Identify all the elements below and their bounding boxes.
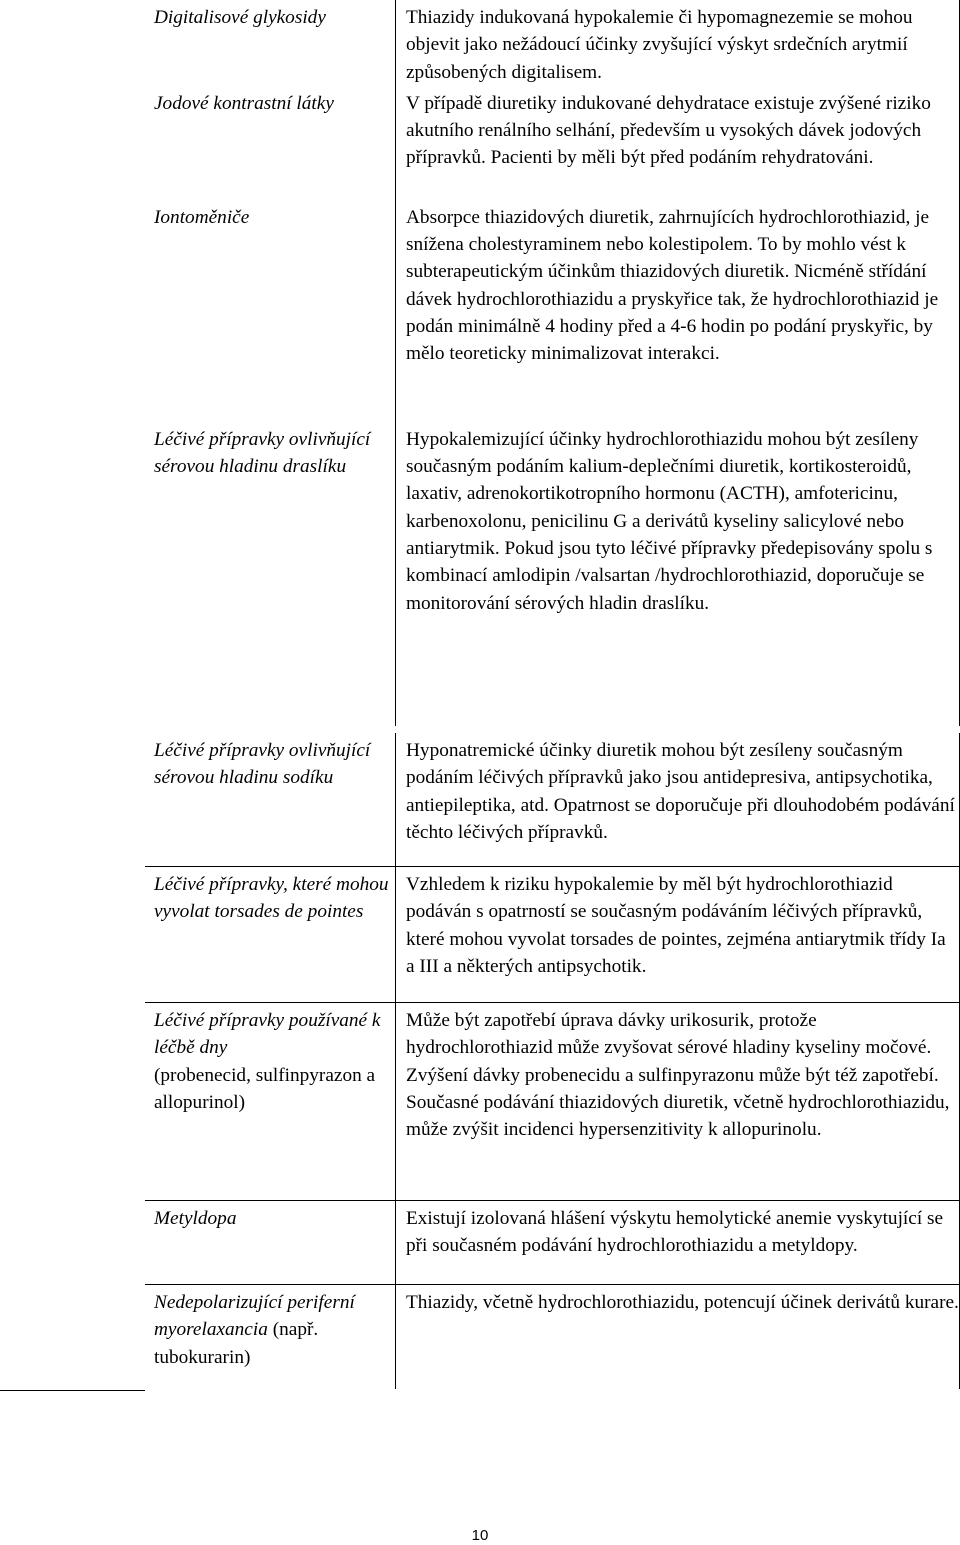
drug-class-cell: Léčivé přípravky ovlivňující sérovou hladinu draslíku — [145, 422, 396, 726]
table-row — [145, 1003, 960, 1201]
drug-class-cell: Léčivé přípravky ovlivňující sérovou hladinu sodíku — [145, 733, 396, 867]
table-row — [145, 1201, 960, 1285]
table-row — [145, 200, 960, 422]
interaction-table-2 — [145, 733, 960, 1389]
interaction-text-cell: Thiazidy indukovaná hypokalemie či hypomagnezemie se mohou objevit jako nežádoucí účinky zvyšující výskyt srdečních arytmií způsobených digitalisem. — [406, 7, 913, 83]
table-row — [145, 86, 960, 200]
interaction-text-cell: Vzhledem k riziku hypokalemie by měl být hydrochlorothiazid podáván s opatrností se současným podáváním léčivých přípravků, které mohou vyvolat torsades de pointes, zejména antiarytmik třídy Ia a III a některých antipsychotik. — [396, 867, 960, 1003]
interaction-text-cell: V případě diuretiky indukované dehydratace existuje zvýšené riziko akutního renálního selhání, především u vysokých dávek jodových přípravků. Pacienti by měli být před podáním rehydratováni. — [406, 92, 931, 169]
drug-class-cell: Iontoměniče — [145, 200, 396, 422]
table-row — [145, 422, 960, 726]
drug-class-examples: (např. tubokurarin) — [154, 1319, 319, 1368]
interaction-text-cell — [396, 1003, 960, 1201]
interaction-text-cell: Hypokalemizující účinky hydrochlorothiazidu mohou být zesíleny současným podáním kalium-deplečními diuretik, kortikosteroidů, laxativ, adrenokortikotropního hormonu (ACTH), amfotericinu, karbenoxolonu, penicilinu G a derivátů kyseliny salicylové nebo antiarytmik. Pokud jsou tyto léčivé přípravky předepisovány spolu s kombinací amlodipin /valsartan /hydrochlorothiazid, doporučuje se monitorování sérových hladin draslíku. — [406, 428, 933, 614]
interaction-text-cell: Hyponatremické účinky diuretik mohou být zesíleny současným podáním léčivých přípravků jako jsou antidepresiva, antipsychotika, antiepileptika, atd. Opatrnost se doporučuje při dlouhodobém podávání těchto léčivých přípravků. — [406, 740, 955, 843]
drug-class-cell: Metyldopa — [145, 1201, 396, 1285]
interaction-paragraph: Současné podávání thiazidových diuretik, včetně hydrochlorothiazidu, může zvýšit incidenci hypersenzitivity k allopurinolu. — [406, 1091, 950, 1141]
drug-class-cell — [145, 1285, 396, 1390]
drug-class-name: Léčivé přípravky používané k léčbě dny — [154, 1010, 381, 1059]
table-row — [145, 0, 960, 86]
interaction-text-cell: Thiazidy, včetně hydrochlorothiazidu, potencují účinek derivátů kurare. — [396, 1285, 960, 1390]
interaction-paragraph: Může být zapotřebí úprava dávky urikosurik, protože hydrochlorothiazid může zvyšovat sérové hladiny kyseliny močové. Zvýšení dávky probenecidu a sulfinpyrazonu může být též zapotřebí. — [406, 1010, 939, 1086]
interaction-table-1 — [145, 0, 960, 726]
interaction-text-cell: Absorpce thiazidových diuretik, zahrnujících hydrochlorothiazid, je snížena cholestyraminem nebo kolestipolem. To by mohlo vést k subterapeutickým účinkům thiazidových diuretik. Nicméně střídání dávek hydrochlorothiazidu a pryskyřice tak, že hydrochlorothiazid je podán minimálně 4 hodiny před a 4-6 hodin po podání pryskyřic, by mělo teoreticky minimalizovat interakci. — [406, 206, 939, 365]
interaction-text-cell: Existují izolovaná hlášení výskytu hemolytické anemie vyskytující se při současném podávání hydrochlorothiazidu a metyldopy. — [396, 1201, 960, 1285]
drug-class-examples: (probenecid, sulfinpyrazon a allopurinol) — [154, 1064, 376, 1113]
table-row — [145, 1285, 960, 1390]
page-number: 10 — [471, 1527, 489, 1544]
footer-rule — [0, 1390, 145, 1391]
drug-class-cell: Digitalisové glykosidy — [145, 0, 396, 86]
drug-class-name: Nedepolarizující periferní myorelaxancia — [154, 1292, 355, 1341]
table-row — [145, 867, 960, 1003]
drug-class-cell: Jodové kontrastní látky — [145, 86, 396, 200]
drug-class-cell: Léčivé přípravky, které mohou vyvolat torsades de pointes — [145, 867, 396, 1003]
table-row — [145, 733, 960, 867]
drug-class-cell — [145, 1003, 396, 1201]
